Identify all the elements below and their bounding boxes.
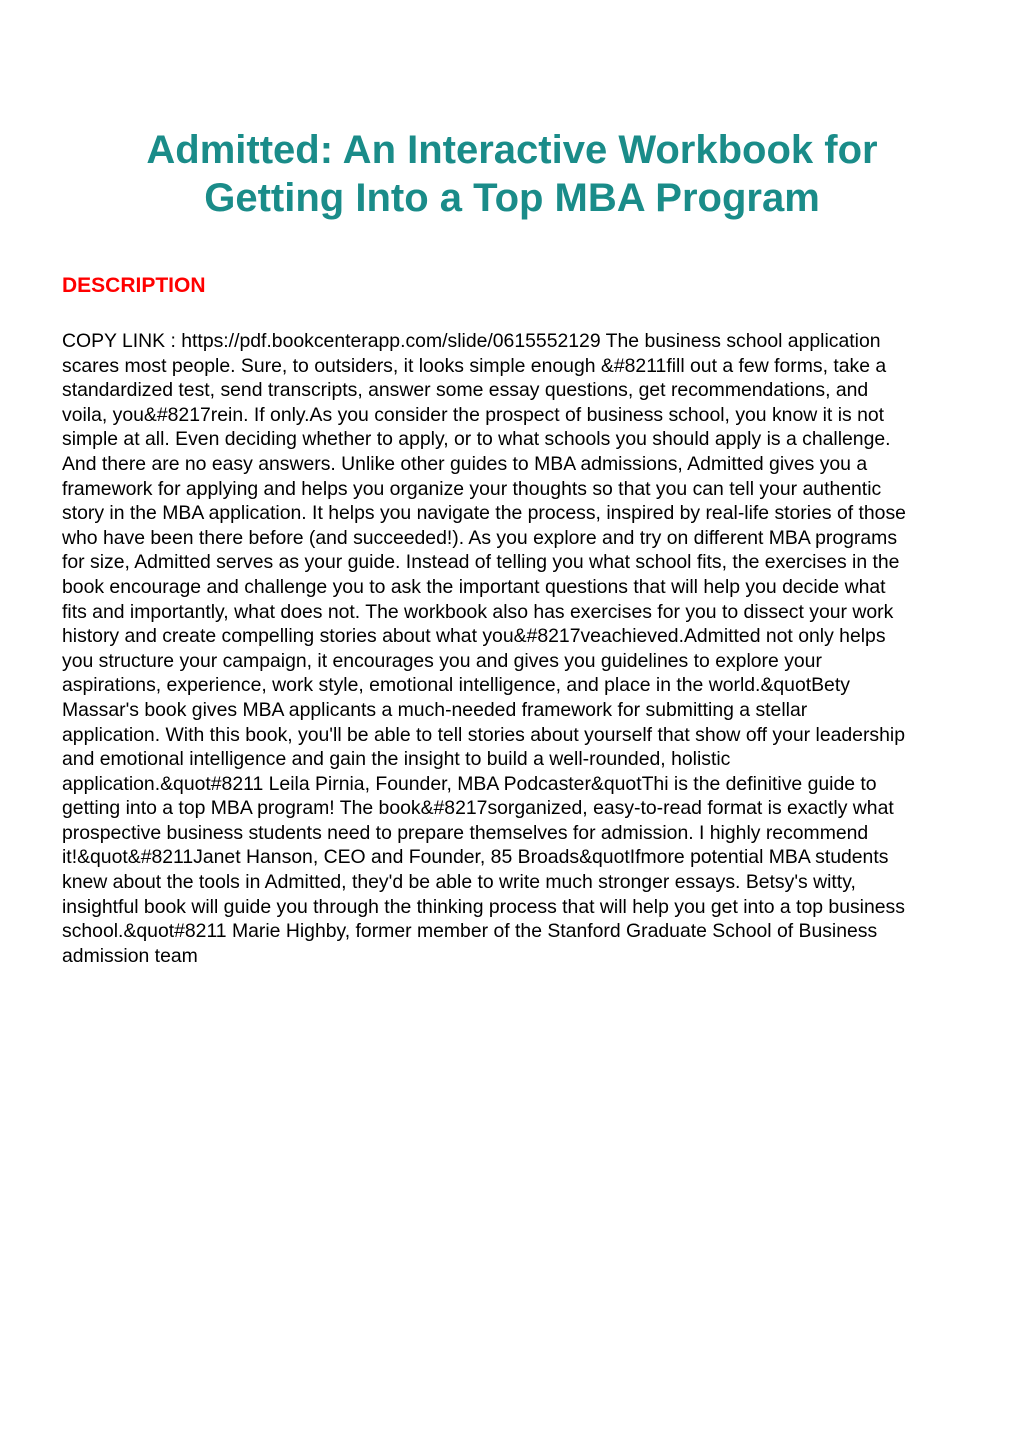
description-line: history and create compelling stories about what you&#8217veachieved.Admitted not only helps (62, 625, 886, 648)
description-line: it!&quot&#8211Janet Hanson, CEO and Founder, 85 Broads&quotIfmore potential MBA students (62, 846, 889, 869)
description-line: knew about the tools in Admitted, they'd be able to write much stronger essays. Betsy's witty, (62, 871, 856, 894)
description-line: story in the MBA application. It helps you navigate the process, inspired by real-life stories of those (62, 502, 906, 525)
description-line: application. With this book, you'll be able to tell stories about yourself that show off your leadership (62, 723, 906, 746)
description-line: scares most people. Sure, to outsiders, it looks simple enough &#8211fill out a few forms, take a (62, 354, 887, 377)
description-line: voila, you&#8217rein. If only.As you consider the prospect of business school, you know it is not (62, 403, 885, 426)
document-title (100, 126, 924, 222)
description-line: insightful book will guide you through the thinking process that will help you get into a top business (62, 895, 905, 918)
description-line: admission team (62, 944, 198, 967)
description-line: framework for applying and helps you organize your thoughts so that you can tell your authentic (62, 477, 882, 500)
title-line-2: Getting Into a Top MBA Program (204, 176, 820, 220)
description-line: prospective business students need to prepare themselves for admission. I highly recommend (62, 821, 869, 844)
description-line: application.&quot#8211 Leila Pirnia, Founder, MBA Podcaster&quotThi is the definitive guide to (62, 772, 877, 795)
description-line: school.&quot#8211 Marie Highby, former member of the Stanford Graduate School of Business (62, 920, 878, 943)
description-line: book encourage and challenge you to ask the important questions that will help you decide what (62, 575, 886, 598)
description-line: aspirations, experience, work style, emotional intelligence, and place in the world.&quotBety (62, 674, 850, 697)
description-line: Massar's book gives MBA applicants a much-needed framework for submitting a stellar (62, 698, 808, 721)
description-line: fits and importantly, what does not. The workbook also has exercises for you to dissect your work (62, 600, 894, 623)
description-line: who have been there before (and succeeded!). As you explore and try on different MBA programs (62, 526, 898, 549)
description-line: you structure your campaign, it encourages you and gives you guidelines to explore your (62, 649, 822, 672)
description-body (62, 329, 972, 968)
description-line: simple at all. Even deciding whether to apply, or to what schools you should apply is a challenge. (62, 428, 891, 451)
description-heading: DESCRIPTION (62, 274, 206, 297)
description-line: standardized test, send transcripts, answer some essay questions, get recommendations, and (62, 379, 869, 402)
description-line: And there are no easy answers. Unlike other guides to MBA admissions, Admitted gives you a (62, 452, 868, 475)
description-line: getting into a top MBA program! The book&#8217sorganized, easy-to-read format is exactly what (62, 797, 894, 820)
title-line-1: Admitted: An Interactive Workbook for (146, 128, 878, 172)
description-line: for size, Admitted serves as your guide. Instead of telling you what school fits, the exercises in the (62, 551, 900, 574)
description-line: COPY LINK : https://pdf.bookcenterapp.com/slide/0615552129 The business school application (62, 330, 881, 352)
description-line: and emotional intelligence and gain the insight to build a well-rounded, holistic (62, 748, 731, 771)
